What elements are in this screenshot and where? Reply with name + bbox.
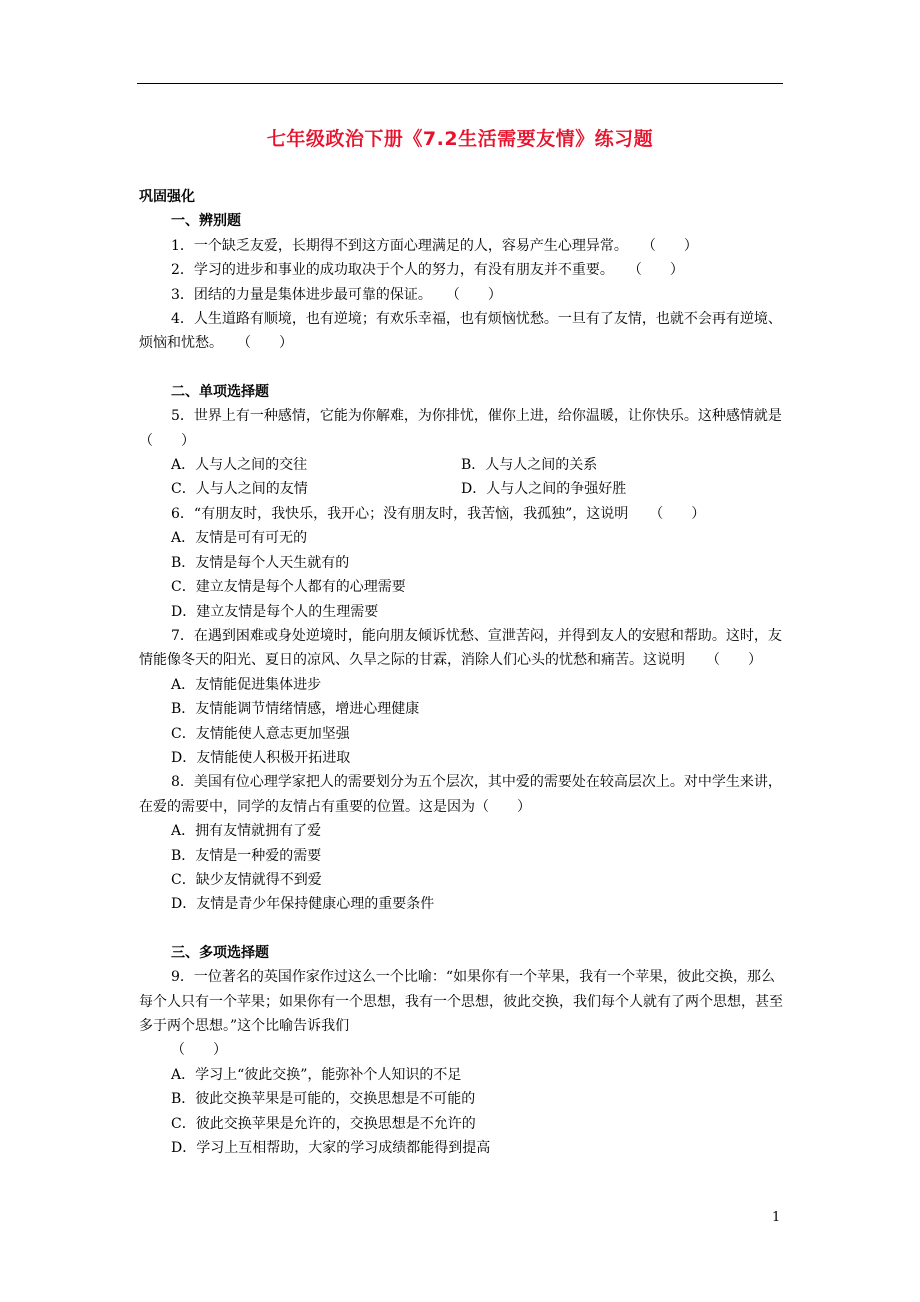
section-judgment: 一、辨别题 <box>171 213 241 230</box>
option-b: B．友情是一种爱的需要 <box>171 847 322 864</box>
option-c: C．建立友情是每个人都有的心理需要 <box>171 579 406 596</box>
question-9-answer-paren: （ ） <box>171 1042 227 1059</box>
page-number: 1 <box>772 1210 781 1225</box>
question-1: 1．一个缺乏友爱，长期得不到这方面心理满足的人，容易产生心理异常。 （ ） <box>171 237 698 254</box>
option-b: B．友情能调节情绪情感，增进心理健康 <box>171 701 420 718</box>
option-a: A．拥有友情就拥有了爱 <box>171 823 322 840</box>
option-a: A．学习上“彼此交换”，能弥补个人知识的不足 <box>171 1066 462 1083</box>
question-4: 4．人生道路有顺境，也有逆境；有欢乐幸福，也有烦恼忧愁。一旦有了友情，也就不会再有逆境、烦恼和忧愁。 （ ） <box>139 311 782 352</box>
document-title: 七年级政治下册《7.2生活需要友情》练习题 <box>266 128 654 150</box>
option-d: D．友情能使人积极开拓进取 <box>171 749 351 766</box>
question-2: 2．学习的进步和事业的成功取决于个人的努力，有没有朋友并不重要。 （ ） <box>171 262 684 279</box>
option-b: B．人与人之间的关系 <box>461 457 598 474</box>
option-a: A．人与人之间的交往 <box>171 457 308 474</box>
option-a: A．友情是可有可无的 <box>171 530 308 547</box>
question-7: 7．在遇到困难或身处逆境时，能向朋友倾诉忧愁、宣泄苦闷，并得到友人的安慰和帮助。这时，友情能像冬天的阳光、夏日的凉风、久旱之际的甘霖，消除人们心头的忧愁和痛苦。这说明 （ ） <box>139 627 782 669</box>
question-5: 5．世界上有一种感情，它能为你解难，为你排忧，催你上进，给你温暖，让你快乐。这种感情就是 （ ） <box>139 408 810 449</box>
option-b: B．友情是每个人天生就有的 <box>171 554 350 571</box>
document-body <box>139 185 810 1160</box>
option-a: A．友情能促进集体进步 <box>171 676 322 693</box>
option-d: D．人与人之间的争强好胜 <box>461 481 627 498</box>
question-5-options-row-1 <box>139 453 784 477</box>
question-9: 9．一位著名的英国作家作过这么一个比喻：“如果你有一个苹果，我有一个苹果，彼此交换，那么每个人只有一个苹果；如果你有一个思想，我有一个思想，彼此交换，我们每个人就有了两个思想，甚至多于两个思想。”这个比喻告诉我们 <box>139 969 783 1034</box>
option-c: C．友情能使人意志更加坚强 <box>171 725 350 742</box>
option-c: C．缺少友情就得不到爱 <box>171 871 322 888</box>
question-3: 3．团结的力量是集体进步最可靠的保证。 （ ） <box>171 286 502 303</box>
section-single-choice: 二、单项选择题 <box>171 383 269 400</box>
header-rule <box>137 83 783 84</box>
section-multiple-choice: 三、多项选择题 <box>171 944 269 961</box>
option-c: C．人与人之间的友情 <box>171 481 308 498</box>
option-c: C．彼此交换苹果是允许的，交换思想是不允许的 <box>171 1115 476 1132</box>
option-d: D．建立友情是每个人的生理需要 <box>171 603 379 620</box>
question-6: 6．“有朋友时，我快乐，我开心；没有朋友时，我苦恼，我孤独”，这说明 （ ） <box>171 505 706 522</box>
question-8: 8．美国有位心理学家把人的需要划分为五个层次，其中爱的需要处在较高层次上。对中学生来讲，在爱的需要中，同学的友情占有重要的位置。这是因为（ ） <box>139 774 782 815</box>
question-5-options-row-2 <box>139 477 784 501</box>
option-b: B．彼此交换苹果是可能的，交换思想是不可能的 <box>171 1091 476 1108</box>
heading-consolidation: 巩固强化 <box>139 189 195 205</box>
option-d: D．学习上互相帮助，大家的学习成绩都能得到提高 <box>171 1140 491 1157</box>
option-d: D．友情是青少年保持健康心理的重要条件 <box>171 896 435 913</box>
